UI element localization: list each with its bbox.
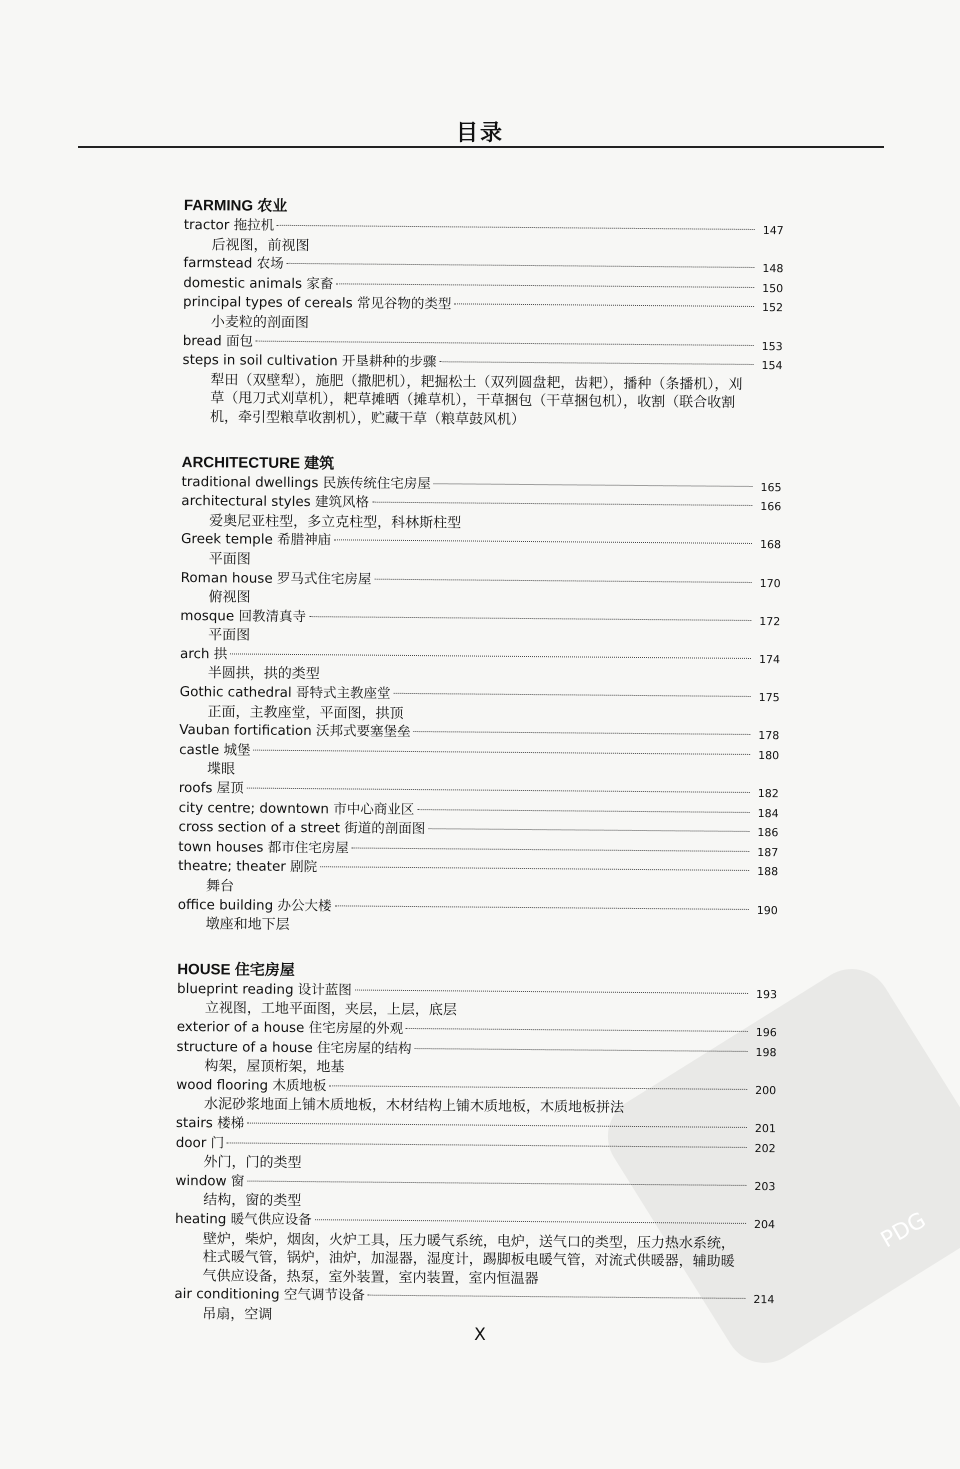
dot-leader [315, 1219, 746, 1224]
entry-page-number: 214 [753, 1293, 775, 1307]
toc-entry [183, 216, 783, 259]
entry-subtopics: 吊扇，空调 [202, 1306, 273, 1323]
dot-leader [247, 788, 750, 793]
entry-page-number: 166 [760, 500, 782, 514]
entry-page-number: 198 [755, 1045, 777, 1059]
entry-title: city centre; downtown 市中心商业区 [178, 799, 415, 818]
page-title: 目录 [455, 121, 504, 146]
toc-entry [176, 1076, 776, 1119]
table-of-contents [174, 196, 784, 1355]
entry-title: stairs 楼梯 [175, 1114, 245, 1132]
dot-leader [335, 905, 749, 910]
toc-entry [177, 980, 777, 1023]
entry-title: heating 暖气供应设备 [175, 1210, 312, 1229]
title-rule [78, 146, 884, 148]
entry-page-number: 193 [755, 987, 778, 1001]
toc-entry [180, 607, 780, 650]
dot-leader [355, 989, 748, 993]
entry-subtopics: 半圆拱，拱的类型 [207, 665, 320, 683]
entry-subtopics: 俯视图 [208, 589, 251, 606]
dot-leader [334, 540, 752, 545]
entry-title: architectural styles 建筑风格 [181, 493, 370, 511]
entry-page-number: 153 [761, 339, 783, 353]
entry-page-number: 148 [762, 262, 784, 276]
dot-leader [393, 693, 750, 697]
dot-leader [368, 1295, 746, 1299]
entry-title: window 窗 [175, 1172, 245, 1190]
toc-entry [181, 530, 781, 573]
entry-page-number: 186 [757, 826, 779, 840]
entry-title: town houses 都市住宅房屋 [178, 838, 349, 857]
entry-subtopics: 舞台 [205, 878, 235, 895]
entry-page-number: 170 [759, 576, 781, 590]
toc-entry [174, 1285, 774, 1328]
dot-leader [230, 653, 751, 659]
entry-subtopics: 墩座和地下层 [205, 916, 290, 934]
entry-page-number: 150 [762, 281, 784, 296]
entry-title: air conditioning 空气调节设备 [174, 1286, 365, 1304]
entry-title: castle 城堡 [179, 741, 251, 759]
entry-page-number: 174 [758, 652, 781, 667]
entry-title: Greek temple 希腊神庙 [180, 531, 332, 549]
dot-leader [414, 731, 751, 735]
entry-page-number: 168 [759, 538, 782, 552]
dot-leader [434, 483, 753, 487]
toc-entry [179, 741, 779, 784]
dot-leader [247, 1123, 747, 1128]
dot-leader [329, 1085, 747, 1090]
entry-title: office building 办公大楼 [177, 896, 332, 914]
entry-page-number: 184 [757, 806, 779, 820]
dot-leader [256, 340, 754, 345]
entry-title: Vauban fortification 沃邦式要塞堡垒 [179, 722, 411, 741]
entry-title: exterior of a house 住宅房屋的外观 [176, 1018, 404, 1037]
dot-leader [454, 304, 754, 308]
toc-entry [183, 293, 783, 336]
page-number: X [474, 1325, 486, 1345]
entry-page-number: 152 [761, 301, 784, 315]
entry-page-number: 165 [760, 480, 782, 494]
entry-title: wood flooring 木质地板 [176, 1076, 327, 1095]
dot-leader [374, 578, 751, 582]
entry-title: tractor 拖拉机 [183, 216, 275, 234]
entry-subtopics: 构架，屋顶桁架，地基 [204, 1058, 345, 1076]
entry-title: mosque 回教清真寺 [180, 607, 307, 625]
toc-entry [178, 857, 778, 900]
entry-subtopics: 小麦粒的剖面图 [210, 314, 309, 332]
entry-subtopics: 正面，主教座堂，平面图，拱顶 [207, 703, 404, 722]
dot-leader [415, 1048, 748, 1052]
entry-title: roofs 屋顶 [178, 780, 244, 797]
toc-entry [174, 1210, 775, 1291]
entry-subtopics: 平面图 [208, 551, 251, 568]
entry-page-number: 196 [755, 1025, 777, 1040]
dot-leader [227, 1142, 747, 1148]
toc-entry [175, 1172, 775, 1215]
dot-leader [406, 1028, 748, 1032]
entry-title: arch 拱 [179, 645, 228, 663]
entry-subtopics: 壁炉，柴炉，烟囱，火炉工具，压力暖气系统，电炉，送气口的类型，压力热水系统，柱式暖气管，锅炉，油炉，加湿器，湿度计，踢脚板电暖气管，对流式供暖器，辅助暖气供应设备，热泵，室外装置，室内装置，室内恒温器 [202, 1230, 735, 1287]
toc-section [174, 960, 777, 1329]
watermark-mark: PDG [876, 1207, 931, 1254]
entry-title: traditional dwellings 民族传统住宅房屋 [181, 473, 431, 492]
toc-section [178, 453, 782, 939]
dot-leader [428, 828, 749, 832]
entry-subtopics: 堞眼 [206, 761, 236, 778]
entry-page-number: 187 [757, 845, 779, 860]
entry-page-number: 180 [758, 748, 780, 763]
entry-title: blueprint reading 设计蓝图 [177, 980, 352, 999]
entry-subtopics: 犁田（双壁犁），施肥（撒肥机），耙掘松土（双列圆盘耙，齿耙），播种（条播机），刈草（甩刀式刈草机），耙草摊晒（摊草机），干草捆包（干草捆包机），收割（联合收割机，牵引型粮草收割机），贮藏干草（粮草鼓风机） [210, 371, 743, 428]
entry-page-number: 182 [757, 787, 779, 801]
dot-leader [336, 283, 754, 288]
entry-title: cross section of a street 街道的剖面图 [178, 819, 426, 838]
entry-subtopics: 结构，窗的类型 [203, 1192, 302, 1210]
section-title: HOUSE 住宅房屋 [177, 960, 295, 979]
section-title: FARMING 农业 [183, 196, 288, 215]
entry-page-number: 188 [757, 865, 779, 879]
entry-page-number: 147 [762, 224, 784, 238]
entry-title: domestic animals 家畜 [183, 274, 334, 293]
entry-title: structure of a house 住宅房屋的结构 [176, 1038, 412, 1057]
dot-leader [287, 263, 755, 268]
entry-page-number: 172 [759, 614, 781, 628]
dot-leader [277, 225, 755, 230]
toc-entry [181, 492, 781, 535]
entry-page-number: 190 [756, 903, 778, 917]
toc-entry [178, 896, 778, 939]
toc-entry [175, 1133, 775, 1176]
dot-leader [247, 1180, 746, 1185]
entry-title: door 门 [175, 1134, 225, 1151]
entry-title: Roman house 罗马式住宅房屋 [180, 569, 372, 588]
entry-page-number: 175 [758, 691, 780, 705]
toc-section [182, 196, 784, 432]
entry-title: farmstead 农场 [183, 255, 284, 273]
entry-title: bread 面包 [182, 332, 254, 350]
toc-entry [179, 683, 779, 726]
entry-subtopics: 平面图 [208, 627, 251, 644]
entry-page-number: 200 [755, 1083, 777, 1097]
dot-leader [320, 867, 749, 872]
entry-page-number: 201 [754, 1121, 776, 1136]
toc-entry [180, 568, 780, 611]
entry-subtopics: 爱奥尼亚柱型，多立克柱型，科林斯柱型 [209, 512, 462, 532]
entry-title: theatre; theater 剧院 [178, 858, 318, 876]
entry-title: Gothic cathedral 哥特式主教座堂 [179, 684, 391, 702]
entry-page-number: 202 [754, 1141, 776, 1155]
dot-leader [309, 616, 751, 621]
section-title: ARCHITECTURE 建筑 [181, 453, 335, 472]
entry-page-number: 203 [754, 1179, 776, 1193]
dot-leader [417, 809, 749, 813]
toc-entry [176, 1038, 776, 1081]
entry-title: principal types of cereals 常见谷物的类型 [183, 294, 452, 313]
entry-page-number: 154 [761, 359, 783, 373]
toc-entry [182, 351, 783, 432]
dot-leader [439, 361, 753, 365]
toc-entry [180, 645, 780, 688]
entry-page-number: 178 [758, 729, 780, 743]
entry-title: steps in soil cultivation 开垦耕种的步骤 [182, 352, 437, 371]
dot-leader [352, 847, 750, 851]
entry-page-number: 204 [753, 1217, 776, 1232]
dot-leader [254, 749, 751, 754]
entry-subtopics: 后视图，前视图 [211, 236, 310, 254]
entry-subtopics: 立视图，工地平面图，夹层，上层，底层 [204, 1000, 457, 1019]
dot-leader [372, 502, 752, 506]
entry-subtopics: 水泥砂浆地面上铺木质地板，木材结构上铺木质地板，木质地板拼法 [204, 1096, 625, 1117]
entry-subtopics: 外门，门的类型 [203, 1154, 302, 1172]
